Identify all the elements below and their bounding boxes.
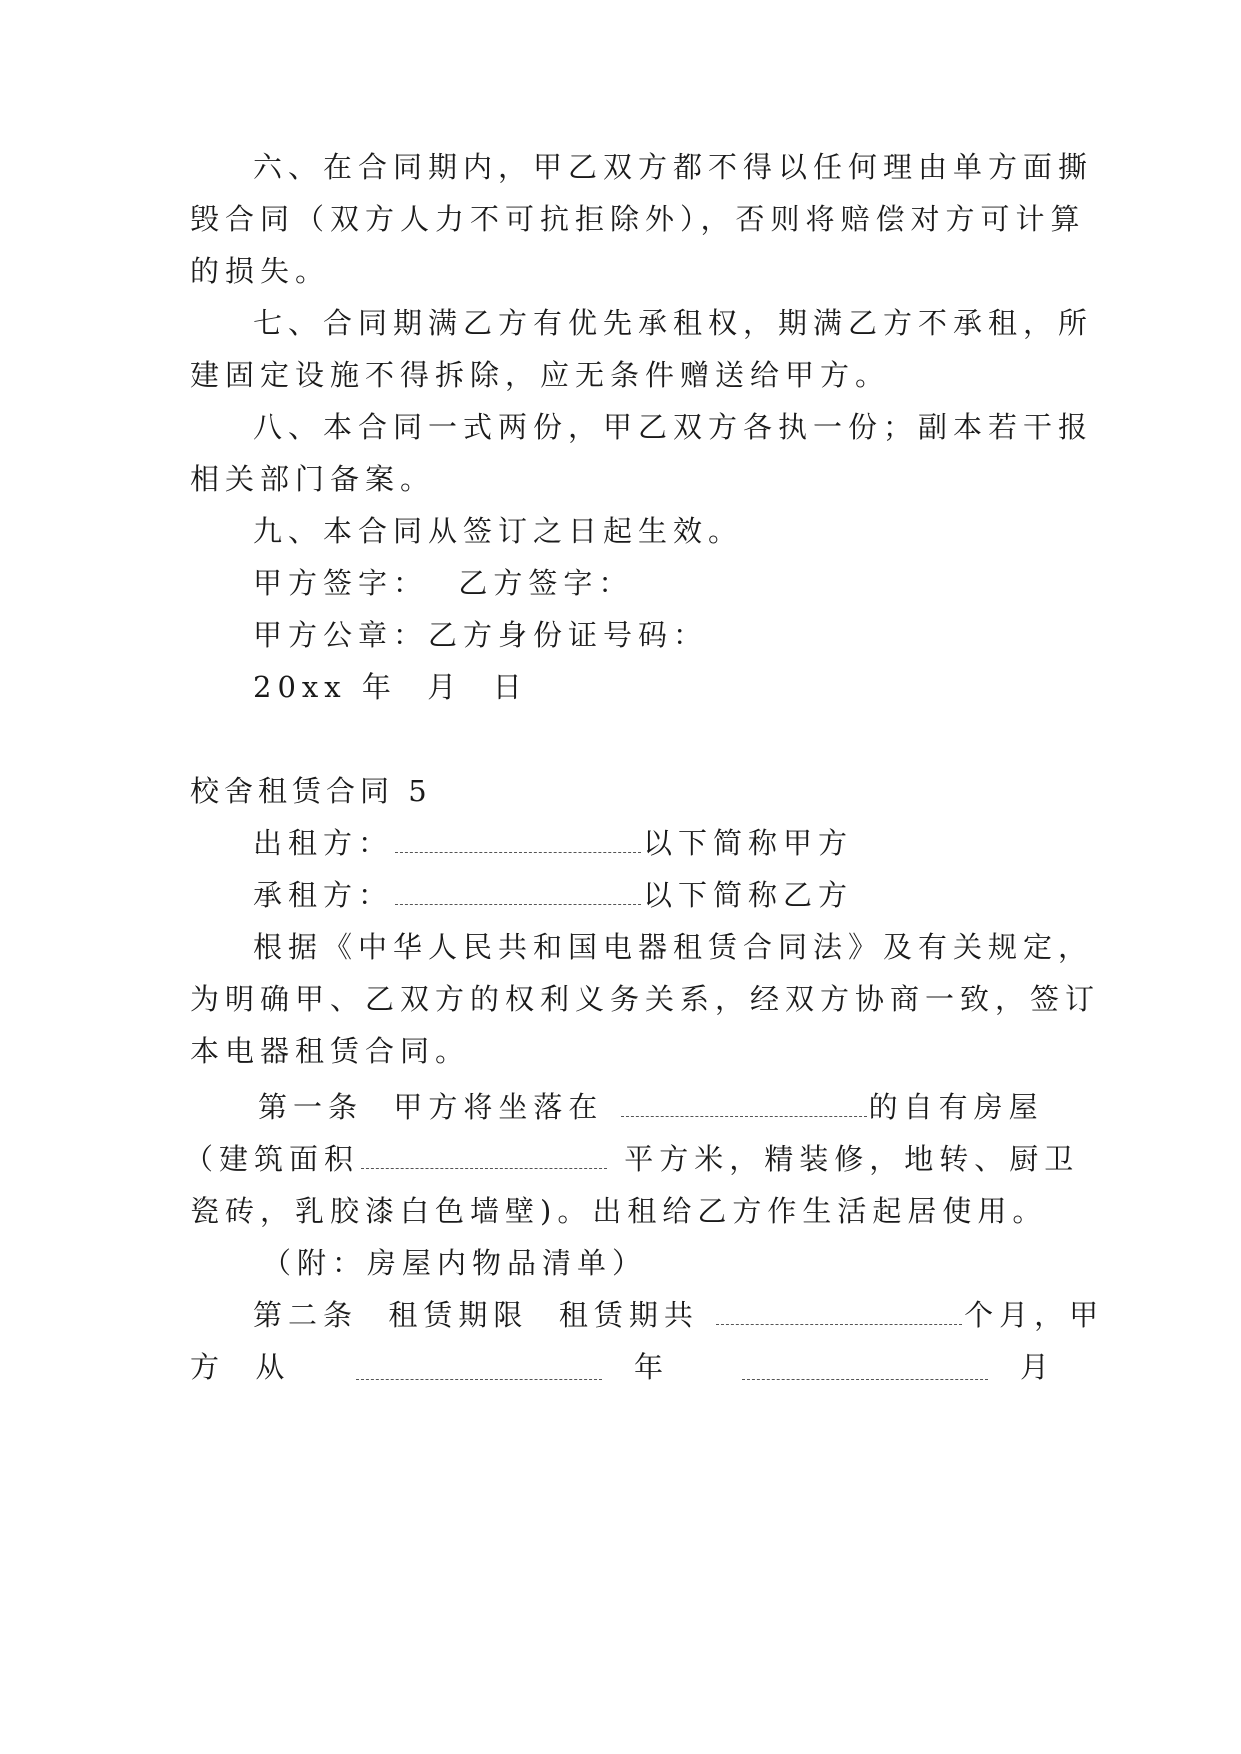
lessee-line — [253, 875, 853, 915]
article-one-line-1 — [258, 1087, 1044, 1127]
article-one-text-d: 平方米，精装修，地转、厨卫 — [609, 1142, 1080, 1176]
basis-line-2: 为明确甲、乙双方的权利义务关系，经双方协商一致，签订 — [190, 982, 1101, 1016]
lessor-label: 出租方： — [253, 826, 394, 860]
contract-title: 校舍租赁合同 5 — [190, 774, 432, 808]
article-two-text-b: 个月，甲 — [964, 1298, 1105, 1332]
article-one-line-2 — [184, 1139, 1079, 1179]
article-two-text-a: 第二条 租赁期限 租赁期共 — [253, 1298, 715, 1332]
clause-eight-line-1: 八、本合同一式两份，甲乙双方各执一份；副本若干报 — [253, 410, 1094, 444]
start-year-blank — [356, 1355, 602, 1380]
annex-line: （附：房屋内物品清单） — [262, 1246, 648, 1280]
start-month-blank — [742, 1355, 988, 1380]
lessor-suffix: 以下简称甲方 — [643, 826, 854, 860]
basis-line-3: 本电器租赁合同。 — [190, 1034, 471, 1068]
term-months-blank — [716, 1300, 962, 1325]
clause-six-line-2: 毁合同（双方人力不可抗拒除外），否则将赔偿对方可计算 — [190, 202, 1086, 236]
article-one-line-3: 瓷砖，乳胶漆白色墙壁)。出租给乙方作生活起居使用。 — [190, 1194, 1048, 1228]
lessee-blank — [395, 880, 641, 905]
article-one-text-b: 的自有房屋 — [868, 1090, 1044, 1124]
clause-seven-line-2: 建固定设施不得拆除，应无条件赠送给甲方。 — [190, 358, 891, 392]
clause-seven-line-1: 七、合同期满乙方有优先承租权，期满乙方不承租，所 — [253, 306, 1094, 340]
article-one-text-a: 第一条 甲方将坐落在 — [258, 1090, 619, 1124]
seal-line: 甲方公章：乙方身份证号码： — [253, 618, 709, 652]
article-two-year-label: 年 — [634, 1350, 670, 1384]
lessee-suffix: 以下简称乙方 — [643, 878, 854, 912]
location-blank — [621, 1092, 867, 1117]
lessor-line — [253, 823, 853, 863]
clause-nine: 九、本合同从签订之日起生效。 — [253, 514, 744, 548]
article-two-text-c: 方 从 — [190, 1350, 291, 1384]
area-blank — [361, 1144, 607, 1169]
basis-line-1: 根据《中华人民共和国电器租赁合同法》及有关规定， — [253, 930, 1094, 964]
date-line: 20xx 年 月 日 — [253, 670, 528, 704]
article-two-month-label: 月 — [1020, 1350, 1056, 1384]
lessor-blank — [395, 828, 641, 853]
article-two-line-2 — [190, 1347, 290, 1387]
article-one-text-c: （建筑面积 — [184, 1142, 360, 1176]
clause-six-line-3: 的损失。 — [190, 254, 331, 288]
clause-six-line-1: 六、在合同期内，甲乙双方都不得以任何理由单方面撕 — [253, 150, 1094, 184]
article-two-line-1 — [253, 1295, 1104, 1335]
signature-line: 甲方签字： 乙方签字： — [253, 566, 634, 600]
lessee-label: 承租方： — [253, 878, 394, 912]
clause-eight-line-2: 相关部门备案。 — [190, 462, 436, 496]
